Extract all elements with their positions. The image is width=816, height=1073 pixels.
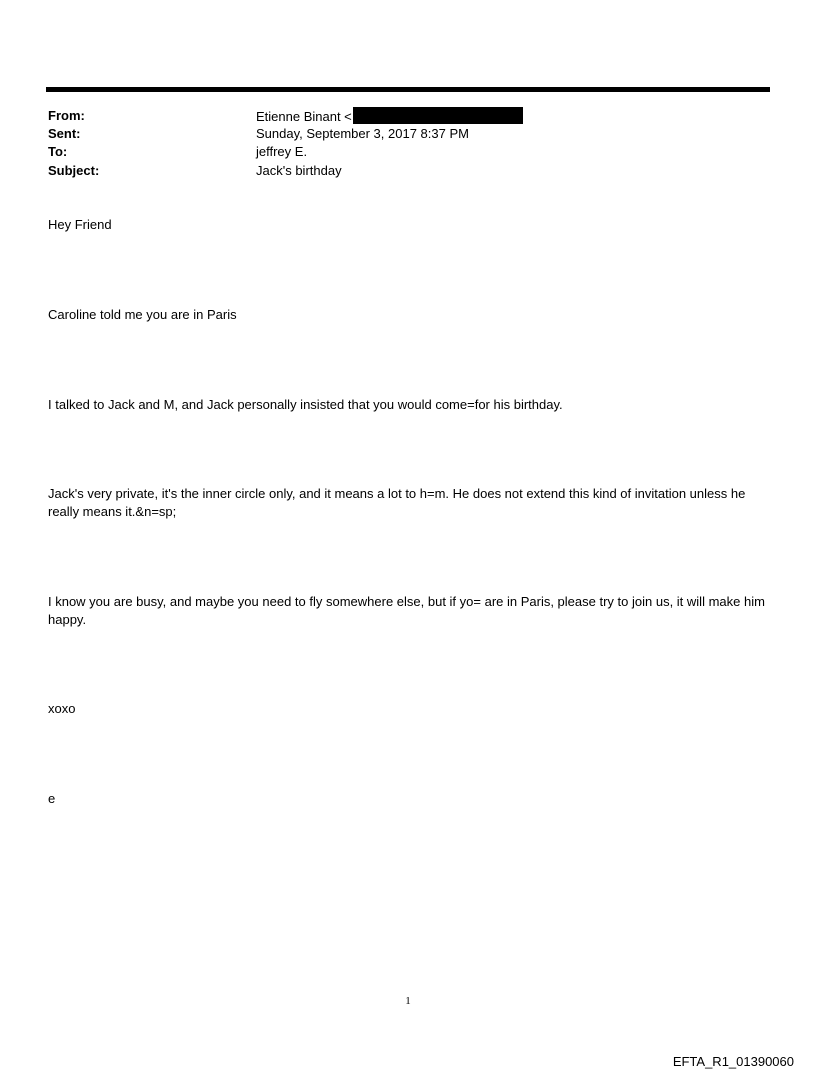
from-value bbox=[256, 107, 523, 126]
body-paragraph: Jack's very private, it's the inner circle only, and it means a lot to h=m. He does not extend this kind of invitation unless he really means it.&n=sp; bbox=[48, 486, 746, 519]
page-number: 1 bbox=[405, 995, 411, 1007]
to-value: jeffrey E. bbox=[256, 144, 308, 159]
body-paragraph: Hey Friend bbox=[48, 217, 112, 232]
body-paragraph: I know you are busy, and maybe you need to fly somewhere else, but if yo= are in Paris, please try to join us, it will make him happy. bbox=[48, 594, 765, 627]
body-paragraph: I talked to Jack and M, and Jack personally insisted that you would come=for his birthday. bbox=[48, 397, 563, 412]
body-paragraph: e bbox=[48, 791, 56, 806]
sent-value: Sunday, September 3, 2017 8:37 PM bbox=[256, 126, 469, 141]
from-label: From: bbox=[48, 108, 85, 123]
bates-number: EFTA_R1_01390060 bbox=[672, 1054, 794, 1069]
body-paragraph: Caroline told me you are in Paris bbox=[48, 307, 237, 322]
body-paragraph: xoxo bbox=[48, 701, 76, 716]
redaction-box bbox=[353, 107, 523, 124]
subject-value: Jack's birthday bbox=[256, 163, 342, 178]
header-rule bbox=[46, 87, 770, 92]
from-sender: Etienne Binant < bbox=[256, 109, 352, 124]
subject-label: Subject: bbox=[48, 163, 100, 178]
sent-label: Sent: bbox=[48, 126, 81, 141]
to-label: To: bbox=[48, 144, 68, 159]
